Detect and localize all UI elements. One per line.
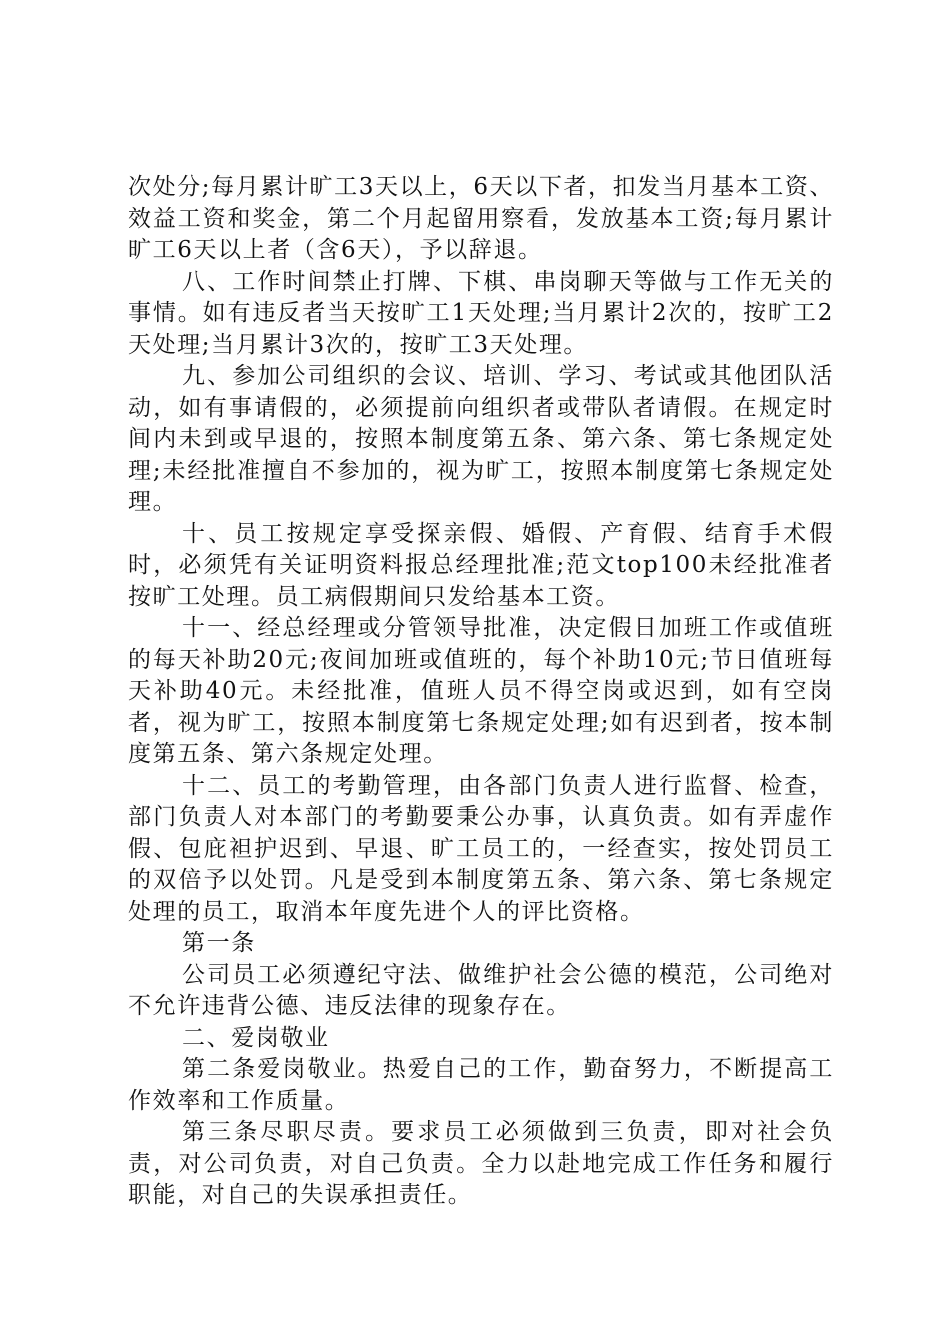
paragraph-article-12: 十二、员工的考勤管理，由各部门负责人进行监督、检查，部门负责人对本部门的考勤要秉公办事，认真负责。如有弄虚作假、包庇袒护迟到、早退、旷工员工的，一经查实，按处罚员工的双倍予以处罚。凡是受到本制度第五条、第六条、第七条规定处理的员工，取消本年度先进个人的评比资格。 (128, 772, 834, 925)
paragraph-second-article: 第二条爱岗敬业。热爱自己的工作，勤奋努力，不断提高工作效率和工作质量。 (128, 1056, 834, 1114)
paragraph-article-9: 九、参加公司组织的会议、培训、学习、考试或其他团队活动，如有事请假的，必须提前向组织者或带队者请假。在规定时间内未到或早退的，按照本制度第五条、第六条、第七条规定处理;未经批准擅自不参加的，视为旷工，按照本制度第七条规定处理。 (128, 363, 834, 515)
paragraph-third-article: 第三条尽职尽责。要求员工必须做到三负责，即对社会负责，对公司负责，对自己负责。全力以赴地完成工作任务和履行职能，对自己的失误承担责任。 (128, 1119, 834, 1208)
paragraph-continuation: 次处分;每月累计旷工3天以上，6天以下者，扣发当月基本工资、效益工资和奖金，第二个月起留用察看，发放基本工资;每月累计旷工6天以上者（含6天），予以辞退。 (128, 174, 835, 263)
document-body (128, 172, 834, 1212)
paragraph-article-8: 八、工作时间禁止打牌、下棋、串岗聊天等做与工作无关的事情。如有违反者当天按旷工1天处理;当月累计2次的，按旷工2天处理;当月累计3次的，按旷工3天处理。 (128, 268, 834, 358)
section-heading-dedication: 二、爱岗敬业 (182, 1024, 330, 1051)
paragraph-article-10: 十、员工按规定享受探亲假、婚假、产育假、结育手术假时，必须凭有关证明资料报总经理批准;范文top100未经批准者按旷工处理。员工病假期间只发给基本工资。 (128, 520, 834, 610)
paragraph-law-abiding: 公司员工必须遵纪守法、做维护社会公德的模范，公司绝对不允许违背公德、违反法律的现象存在。 (128, 961, 834, 1019)
section-heading-first-article: 第一条 (182, 930, 256, 956)
paragraph-article-11: 十一、经总经理或分管领导批准，决定假日加班工作或值班的每天补助20元;夜间加班或值班的，每个补助10元;节日值班每天补助40元。未经批准，值班人员不得空岗或迟到，如有空岗者，视为旷工，按照本制度第七条规定处理;如有迟到者，按本制度第五条、第六条规定处理。 (128, 615, 834, 767)
